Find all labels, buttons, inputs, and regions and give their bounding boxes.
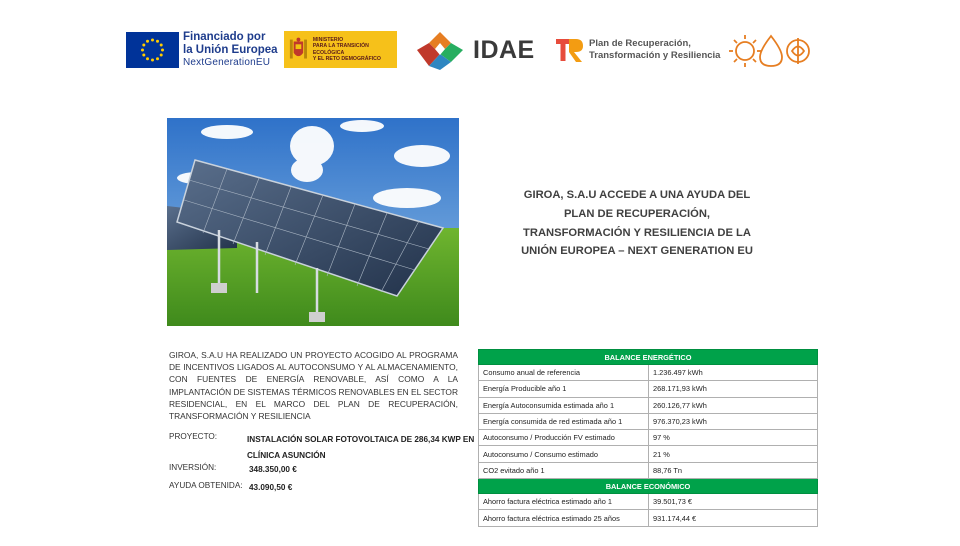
row-label: Ahorro factura eléctrica estimado año 1: [479, 494, 649, 510]
solar-panels-photo: [167, 118, 459, 326]
ministry-logo: [284, 31, 397, 68]
recovery-plan-line1: Plan de Recuperación,: [589, 38, 691, 50]
ministry-line2: PARA LA TRANSICIÓN ECOLÓGICA: [312, 43, 369, 56]
table-row: [479, 494, 818, 510]
row-value: 97 %: [649, 430, 818, 446]
table-row: [479, 430, 818, 446]
row-label: Autoconsumo / Producción FV estimado: [479, 430, 649, 446]
project-value-line2: CLÍNICA ASUNCIÓN: [247, 450, 326, 460]
investment-label: INVERSIÓN:: [169, 463, 217, 472]
row-label: Energía consumida de red estimada año 1: [479, 413, 649, 429]
idae-logo: [413, 30, 535, 70]
table-row: [479, 381, 818, 397]
project-value-line1: INSTALACIÓN SOLAR FOTOVOLTAICA DE 286,34 KWP EN: [247, 435, 475, 444]
row-value: 976.370,23 kWh: [649, 413, 818, 429]
headline: [510, 186, 764, 261]
economic-balance-title: BALANCE ECONÓMICO: [479, 479, 818, 494]
ministry-line1: MINISTERIO: [312, 36, 344, 43]
energy-balance-title: BALANCE ENERGÉTICO: [479, 350, 818, 365]
row-label: CO2 evitado año 1: [479, 462, 649, 478]
eu-logo-line3: NextGenerationEU: [183, 57, 271, 69]
investment-value: 348.350,00 €: [249, 465, 297, 474]
project-label: PROYECTO:: [169, 432, 218, 441]
headline-line4: UNIÓN EUROPEA – NEXT GENERATION EU: [521, 245, 753, 258]
table-row: [479, 397, 818, 413]
intro-paragraph: GIROA, S.A.U HA REALIZADO UN PROYECTO ACOGIDO AL PROGRAMA DE INCENTIVOS LIGADOS AL AUTOCONSUMO Y AL ALMACENAMIENTO, CON FUENTES DE ENERGÍA RENOVABLE, ASÍ COMO A LA IMPLANTACIÓN DE SISTEMAS TÉRMICOS RENOVABLES EN EL SECTOR RESIDENCIAL, EN EL MARCO DEL PLAN DE RECUPERACIÓN, TRANSFORMACIÓN Y RESILIENCIA: [169, 350, 458, 421]
row-label: Consumo anual de referencia: [479, 365, 649, 381]
row-value: 268.171,93 kWh: [649, 381, 818, 397]
row-label: Ahorro factura eléctrica estimado 25 años: [479, 510, 649, 526]
table-row: [479, 446, 818, 462]
project-value: [247, 432, 474, 464]
recovery-plan-logo: [554, 35, 720, 65]
grant-value: 43.090,50 €: [249, 483, 293, 492]
ministry-line3: Y EL RETO DEMOGRÁFICO: [312, 56, 381, 62]
recovery-plan-line2: Transformación y Resiliencia: [589, 50, 721, 61]
row-label: Energía Autoconsumida estimada año 1: [479, 397, 649, 413]
economic-balance-header: [479, 479, 818, 494]
eu-logo-line2: la Unión Europea: [183, 44, 278, 57]
table-row: [479, 462, 818, 478]
row-label: Autoconsumo / Consumo estimado: [479, 446, 649, 462]
idae-mark-icon: [413, 30, 467, 70]
balance-table: [478, 349, 818, 527]
idae-name: IDAE: [473, 35, 535, 64]
energy-balance-header: [479, 350, 818, 365]
eu-funding-logo: [126, 31, 278, 69]
row-value: 21 %: [649, 446, 818, 462]
headline-line2: PLAN DE RECUPERACIÓN,: [563, 207, 711, 220]
eu-flag-icon: [126, 32, 179, 68]
grant-label: AYUDA OBTENIDA:: [169, 481, 243, 490]
sun-drop-icon: [726, 32, 816, 70]
table-row: [479, 413, 818, 429]
eu-logo-line1: Financiado por: [183, 31, 266, 43]
row-value: 931.174,44 €: [649, 510, 818, 526]
spain-coat-of-arms-icon: [288, 36, 309, 64]
table-row: [479, 365, 818, 381]
row-value: 260.126,77 kWh: [649, 397, 818, 413]
table-row: [479, 510, 818, 526]
tr-mark-icon: [554, 35, 586, 65]
row-value: 1.236.497 kWh: [649, 365, 818, 381]
row-label: Energía Producible año 1: [479, 381, 649, 397]
row-value: 39.501,73 €: [649, 494, 818, 510]
row-value: 88,76 Tn: [649, 462, 818, 478]
headline-line1: GIROA, S.A.U ACCEDE A UNA AYUDA DEL: [523, 189, 751, 201]
headline-line3: TRANSFORMACIÓN Y RESILIENCIA DE LA: [523, 226, 751, 239]
